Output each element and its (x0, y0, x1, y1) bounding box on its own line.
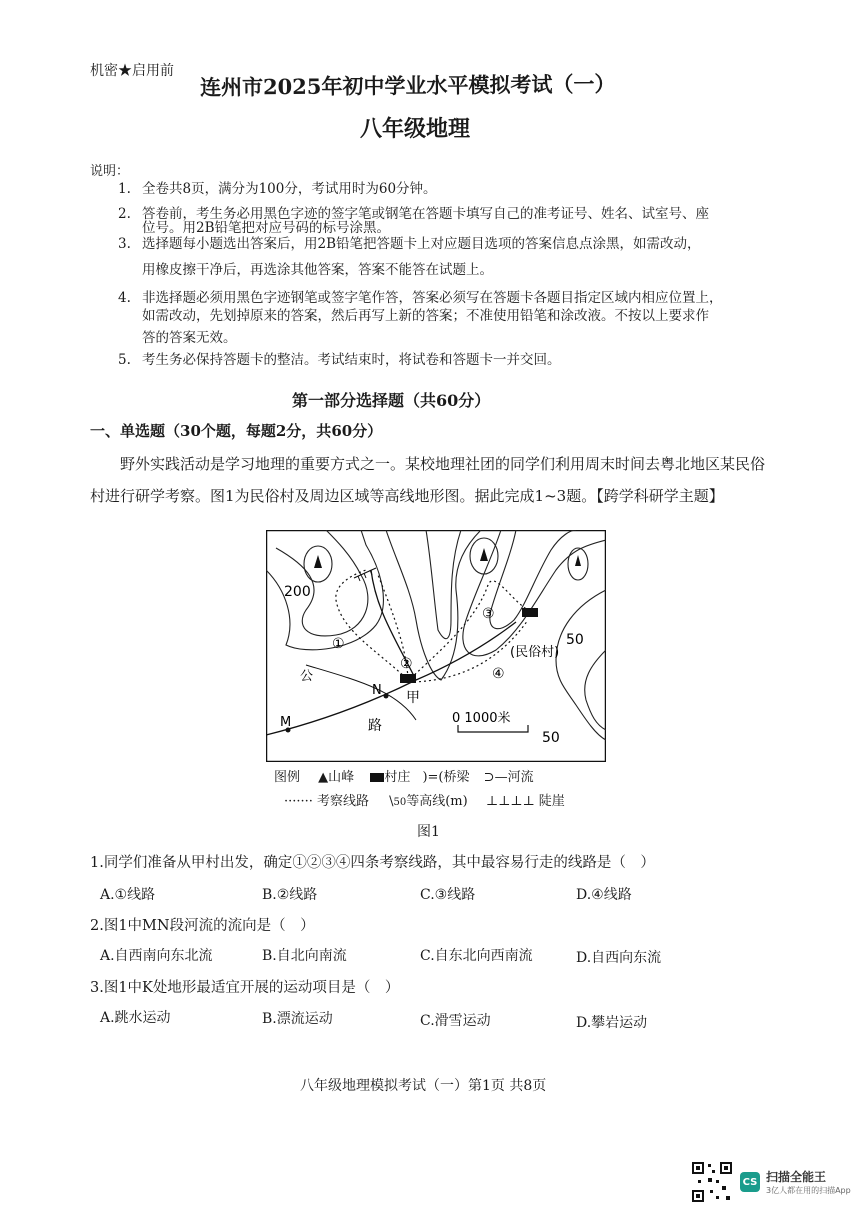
legend-river-label: 河流 (507, 770, 534, 785)
scanner-tagline: 3亿人都在用的扫描App (766, 1186, 851, 1195)
question-option[interactable]: C.滑雪运动 (420, 1013, 491, 1029)
village-jia-icon (400, 674, 416, 683)
question-stem: 3.图1中K处地形最适宜开展的运动项目是（ ） (90, 980, 400, 996)
route-4-label: ④ (492, 666, 505, 682)
exam-subject: 八年级地理 (360, 116, 471, 142)
note-item: 1. 全卷共8页，满分为100分，考试用时为60分钟。 (118, 181, 437, 197)
question-option[interactable]: D.④线路 (576, 887, 632, 903)
question-option[interactable]: A.自西南向东北流 (100, 948, 213, 964)
legend-village-icon (370, 773, 384, 782)
scale-label: 0 1000米 (452, 711, 511, 726)
legend-label: 图例 (274, 770, 301, 785)
note-item: 4. 非选择题必须用黑色字迹钢笔或签字笔作答，答案必须写在答题卡各题目指定区域内相应位置上， (118, 290, 723, 306)
cs-logo-icon: CS (740, 1172, 760, 1192)
qr-code-icon (690, 1160, 734, 1204)
route-1-label: ① (332, 636, 345, 652)
legend-cliff-icon: ⊥⊥⊥⊥ (485, 794, 535, 809)
question-option[interactable]: A.跳水运动 (100, 1010, 171, 1026)
contour-label-50: 50 (566, 632, 584, 648)
point-n (384, 694, 389, 699)
legend-bridge-icon: )=( (422, 770, 444, 785)
scanner-watermark (690, 1160, 851, 1204)
point-m-label: M (280, 715, 292, 730)
road-label: 路 (368, 718, 382, 734)
question-option[interactable]: C.自东北向西南流 (420, 948, 533, 964)
legend-village-label: 村庄 (384, 770, 411, 785)
scanner-app-name: 扫描全能王 (766, 1170, 827, 1184)
folk-village-label: (民俗村) (510, 645, 560, 660)
contour-label-50: 50 (542, 730, 560, 746)
figure-caption: 图1 (417, 824, 440, 840)
notes-label: 说明： (90, 164, 130, 179)
contour-label-200: 200 (284, 584, 311, 600)
note-item: 2. 答卷前，考生务必用黑色字迹的签字笔或钢笔在答题卡填写自己的准考证号、姓名、试室号、座 (118, 206, 709, 222)
note-line: 如需改动，先划掉原来的答案，然后再写上新的答案；不准使用铅笔和涂改液。不按以上要求作 (142, 308, 709, 324)
route-2-label: ② (400, 656, 413, 672)
part-heading: 一、单选题（30个题，每题2分，共60分） (90, 422, 383, 440)
passage: 野外实践活动是学习地理的重要方式之一。某校地理社团的同学们利用周末时间去粤北地区某民俗村进行研学考察。图1为民俗村及周边区域等高线地形图。据此完成1~3题。【跨学科研学主题】 (90, 455, 766, 505)
note-line: 用橡皮擦干净后，再选涂其他答案，答案不能答在试题上。 (142, 262, 493, 278)
legend-contour-label: 等高线(m) (406, 794, 468, 809)
note-item: 3. 选择题每小题选出答案后，用2B铅笔把答题卡上对应题目选项的答案信息点涂黑，如需改动， (118, 236, 701, 252)
map-legend-row2 (284, 790, 565, 809)
legend-peak-icon: ▲ (318, 770, 329, 785)
legend-contour-sample: 50 (393, 797, 407, 808)
contour-map (266, 530, 606, 762)
village-jia-label: 甲 (406, 690, 420, 706)
question-option[interactable]: D.攀岩运动 (576, 1015, 648, 1031)
question-option[interactable]: B.②线路 (262, 887, 318, 903)
folk-village-icon (522, 608, 538, 617)
legend-route-label: 考察线路 (316, 794, 369, 809)
legend-peak-label: 山峰 (328, 770, 355, 785)
confidential-mark: 机密★启用前 (90, 63, 174, 79)
road-label: 公 (300, 669, 314, 684)
note-line: 答的答案无效。 (142, 330, 237, 346)
legend-river-icon: ⊃— (483, 770, 508, 785)
legend-contour-icon: \ (389, 794, 394, 809)
map-legend (274, 766, 534, 785)
question-option[interactable]: B.自北向南流 (262, 948, 347, 964)
note-item: 5. 考生务必保持答题卡的整洁。考试结束时，将试卷和答题卡一并交回。 (118, 352, 561, 368)
question-option[interactable]: A.①线路 (100, 887, 156, 903)
route-3-label: ③ (482, 606, 495, 622)
question-option[interactable]: C.③线路 (420, 887, 476, 903)
legend-bridge-label: 桥梁 (443, 770, 470, 785)
question-option[interactable]: B.漂流运动 (262, 1011, 333, 1027)
point-n-label: N (372, 683, 382, 698)
scanner-text (766, 1168, 851, 1196)
question-stem: 1.同学们准备从甲村出发，确定①②③④四条考察线路，其中最容易行走的线路是（ ） (90, 855, 655, 871)
legend-cliff-label: 陡崖 (538, 794, 565, 809)
legend-route-icon: ······· (284, 794, 313, 809)
question-stem: 2.图1中MN段河流的流向是（ ） (90, 918, 315, 934)
page-footer: 八年级地理模拟考试（一）第1页 共8页 (300, 1078, 547, 1094)
section-title: 第一部分选择题（共60分） (292, 391, 491, 410)
note-line: 位号。用2B铅笔把对应号码的标号涂黑。 (142, 220, 391, 236)
question-option[interactable]: D.自西向东流 (576, 950, 662, 966)
exam-title: 连州市2025年初中学业水平模拟考试（一） (199, 71, 616, 100)
